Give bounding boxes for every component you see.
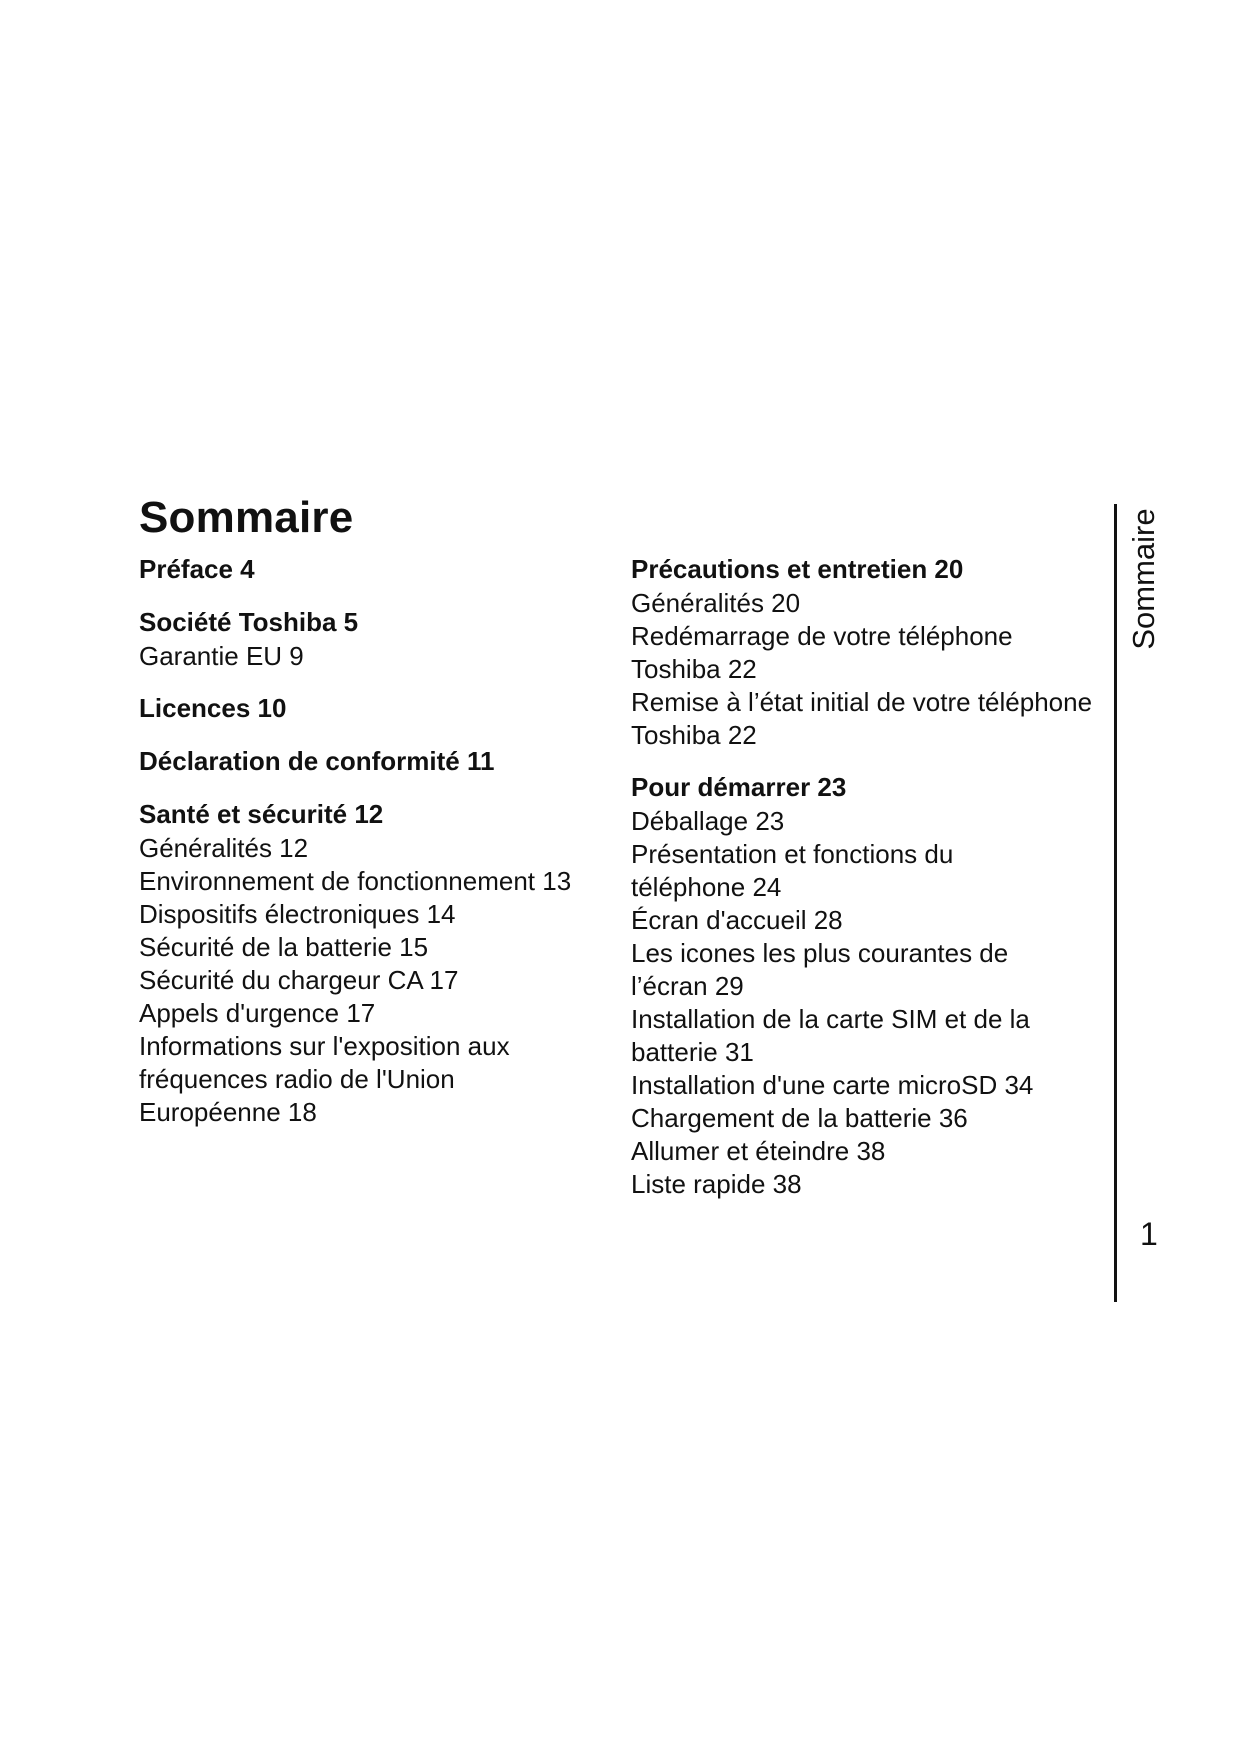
toc-section xyxy=(631,552,1101,752)
toc-section xyxy=(139,797,609,1129)
page-number: 1 xyxy=(1140,1216,1158,1252)
toc-section xyxy=(139,552,609,587)
toc-left-column xyxy=(139,552,609,1147)
toc-entry[interactable]: Appels d'urgence 17 xyxy=(139,998,376,1028)
toc-entry[interactable]: Sécurité de la batterie 15 xyxy=(139,932,429,962)
toc-section-title[interactable]: Pour démarrer 23 xyxy=(631,772,847,802)
toc-section-title[interactable]: Société Toshiba 5 xyxy=(139,607,359,637)
toc-section-title[interactable]: Précautions et entretien 20 xyxy=(631,554,964,584)
toc-right-column xyxy=(631,552,1101,1219)
toc-entry[interactable]: Chargement de la batterie 36 xyxy=(631,1103,968,1133)
toc-section-title[interactable]: Licences 10 xyxy=(139,693,287,723)
side-tab-label: Sommaire xyxy=(1126,508,1161,650)
toc-entry[interactable]: Écran d'accueil 28 xyxy=(631,905,843,935)
toc-entry[interactable]: Généralités 12 xyxy=(139,833,309,863)
toc-entry[interactable]: Installation d'une carte microSD 34 xyxy=(631,1070,1034,1100)
toc-entry[interactable]: Environnement de fonctionnement 13 xyxy=(139,866,572,896)
toc-section xyxy=(139,744,609,779)
toc-entry[interactable]: Sécurité du chargeur CA 17 xyxy=(139,965,459,995)
toc-section-title[interactable]: Déclaration de conformité 11 xyxy=(139,746,495,776)
toc-section xyxy=(139,605,609,673)
toc-entry[interactable]: Liste rapide 38 xyxy=(631,1169,802,1199)
toc-section-title[interactable]: Préface 4 xyxy=(139,554,255,584)
toc-entry[interactable]: Installation de la carte SIM et de la batterie 31 xyxy=(631,1004,1030,1067)
side-divider-rule xyxy=(1114,504,1117,1302)
toc-entry[interactable]: Redémarrage de votre téléphone Toshiba 22 xyxy=(631,621,1013,684)
toc-entry[interactable]: Déballage 23 xyxy=(631,806,785,836)
page-title: Sommaire xyxy=(139,493,354,542)
toc-entry[interactable]: Garantie EU 9 xyxy=(139,641,304,671)
side-tab xyxy=(1124,504,1164,654)
toc-entry[interactable]: Dispositifs électroniques 14 xyxy=(139,899,456,929)
toc-entry[interactable]: Les icones les plus courantes de l’écran 29 xyxy=(631,938,1009,1001)
toc-section xyxy=(139,691,609,726)
toc-entry[interactable]: Remise à l’état initial de votre téléphone Toshiba 22 xyxy=(631,687,1093,750)
toc-entry[interactable]: Présentation et fonctions du téléphone 24 xyxy=(631,839,954,902)
toc-section xyxy=(631,770,1101,1201)
toc-entry[interactable]: Généralités 20 xyxy=(631,588,801,618)
toc-entry[interactable]: Allumer et éteindre 38 xyxy=(631,1136,886,1166)
toc-entry[interactable]: Informations sur l'exposition aux fréquences radio de l'Union Européenne 18 xyxy=(139,1031,510,1127)
toc-section-title[interactable]: Santé et sécurité 12 xyxy=(139,799,384,829)
